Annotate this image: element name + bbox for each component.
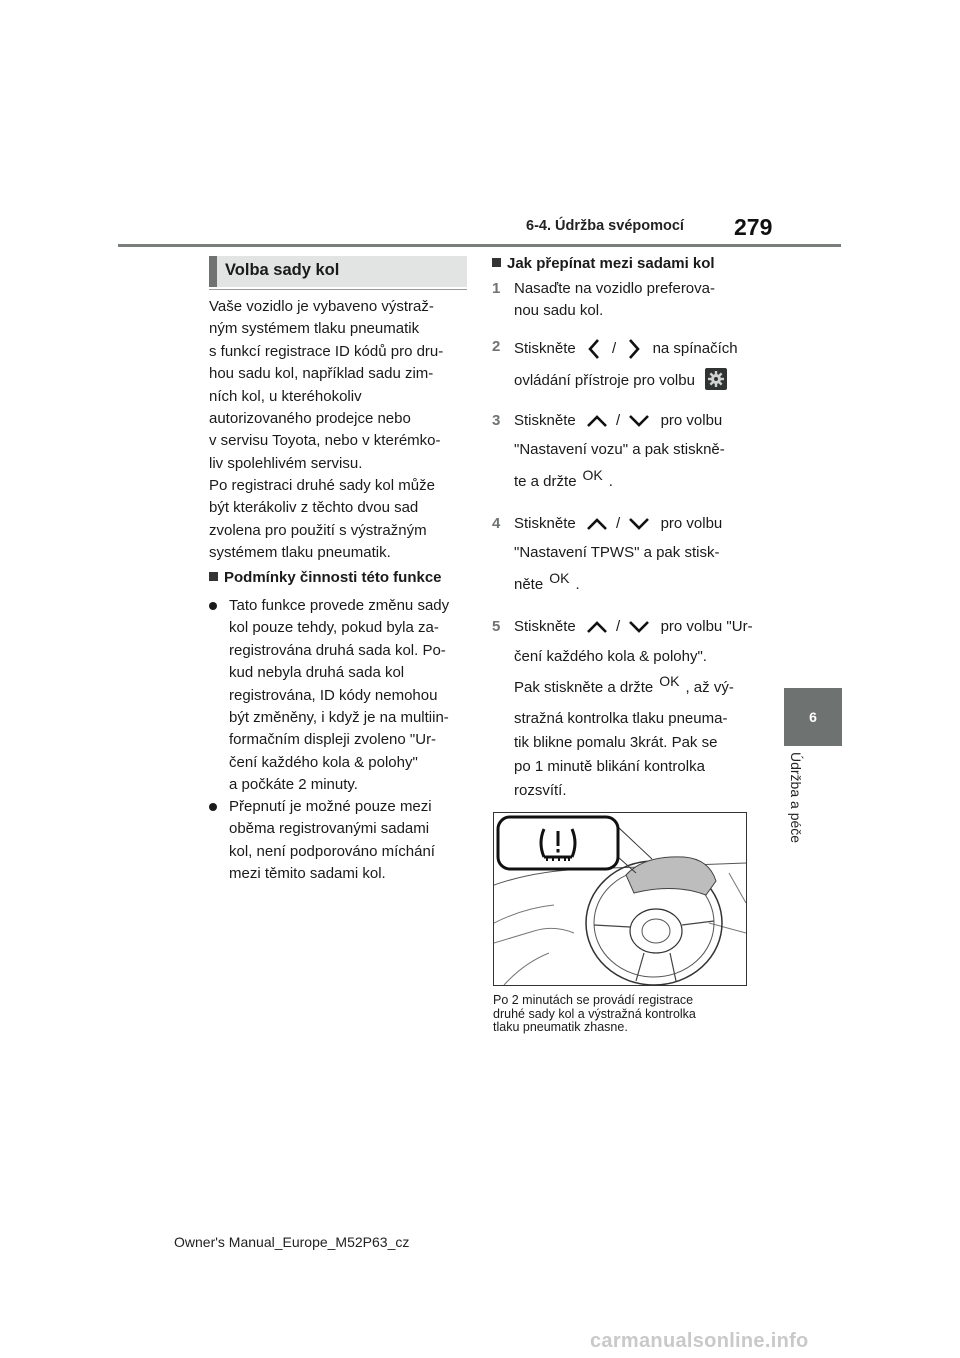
section-header: 6-4. Údržba svépomocí	[526, 218, 684, 234]
text-line: být kterákoliv z těchto dvou sad	[209, 499, 419, 517]
text-line: kol, není podporováno míchání	[229, 842, 435, 860]
bullet-icon	[209, 602, 217, 610]
text-line: ních kol, u kteréhokoliv	[209, 387, 362, 405]
text-line: kol pouze tehdy, pokud byla za-	[229, 619, 439, 637]
text-line	[514, 618, 753, 635]
text-line	[514, 515, 722, 532]
section-title: Volba sady kol	[225, 261, 340, 279]
conditions-heading	[209, 569, 442, 586]
text-fragment: /	[616, 515, 621, 532]
step-5	[492, 618, 762, 803]
text-fragment: /	[612, 339, 617, 357]
chevron-left-icon	[586, 338, 604, 360]
text-line: liv spolehlivém servisu.	[209, 454, 363, 472]
chevron-down-icon	[628, 619, 650, 635]
text-line: Po registraci druhé sady kol může	[209, 477, 435, 494]
section-title-box	[209, 256, 467, 287]
section-title-accent	[209, 256, 217, 287]
registration-paragraph	[209, 475, 435, 565]
text-line	[514, 570, 580, 593]
text-fragment: Stiskněte	[514, 412, 576, 429]
dashboard-illustration	[493, 812, 747, 986]
text-fragment: ovládání přístroje pro volbu	[514, 371, 695, 389]
text-fragment: te a držte	[514, 473, 577, 490]
square-bullet-icon	[492, 258, 501, 267]
text-line: nou sadu kol.	[514, 302, 604, 319]
text-line: mezi těmito sadami kol.	[229, 865, 386, 883]
watermark: carmanualsonline.info	[590, 1330, 809, 1352]
chapter-tab[interactable]	[784, 688, 842, 746]
step-number: 3	[492, 412, 501, 429]
ok-button-icon: OK	[582, 467, 603, 483]
text-line: být změněny, i když je na multiin-	[229, 709, 449, 727]
text-line: Tato funkce provede změnu sady	[229, 597, 450, 614]
text-line: registrována, ID kódy nemohou	[229, 686, 438, 704]
text-fragment: pro volbu	[660, 412, 723, 429]
steering-wheel-illustration	[494, 813, 746, 985]
chevron-down-icon	[628, 413, 650, 429]
text-line: čení každého kola & polohy"	[229, 753, 418, 771]
text-fragment: něte	[514, 576, 544, 593]
step-number: 2	[492, 338, 501, 355]
text-fragment: Stiskněte	[514, 515, 576, 532]
text-line: v servisu Toyota, nebo v kterémko-	[209, 432, 441, 450]
text-line: hou sadu kol, například sadu zim-	[209, 365, 434, 383]
text-line	[514, 412, 722, 429]
illustration-caption	[493, 994, 696, 1035]
text-line	[514, 338, 738, 360]
text-line: registrována druhá sada kol. Po-	[229, 641, 446, 659]
text-line: kud nebyla druhá sada kol	[229, 664, 405, 682]
ok-button-icon: OK	[549, 570, 570, 586]
text-line	[514, 370, 727, 392]
text-line: s funkcí registrace ID kódů pro dru-	[209, 342, 444, 360]
section-title-underline	[209, 289, 467, 290]
text-fragment: Stiskněte	[514, 339, 576, 357]
text-line: a počkáte 2 minuty.	[229, 776, 358, 794]
settings-gear-icon	[705, 368, 727, 390]
text-fragment: .	[608, 473, 613, 490]
text-line	[514, 673, 734, 696]
text-line: zvolena pro použití s výstražným	[209, 521, 427, 539]
text-fragment: , až vý-	[685, 679, 734, 696]
bullet-item	[209, 595, 469, 797]
text-fragment: Pak stiskněte a držte	[514, 679, 654, 696]
step-number: 5	[492, 618, 501, 635]
footer-manual-id: Owner's Manual_Europe_M52P63_cz	[174, 1234, 410, 1250]
text-line: "Nastavení vozu" a pak stiskně-	[514, 441, 725, 458]
chevron-right-icon	[624, 338, 642, 360]
text-line: čení každého kola & polohy".	[514, 648, 707, 665]
text-line: stražná kontrolka tlaku pneuma-	[514, 710, 728, 727]
text-fragment: .	[575, 576, 580, 593]
step-1	[492, 280, 762, 330]
text-line: tlaku pneumatik zhasne.	[493, 1020, 628, 1034]
chapter-title	[784, 752, 804, 862]
text-line: Nasaďte na vozidlo preferova-	[514, 280, 715, 297]
step-3	[492, 412, 762, 492]
text-fragment: na spínačích	[652, 339, 738, 357]
procedure-heading-text: Jak přepínat mezi sadami kol	[507, 255, 715, 272]
step-number: 1	[492, 280, 501, 297]
bullet-icon	[209, 803, 217, 811]
chapter-title-text: Údržba a péče	[788, 752, 804, 844]
text-line: Vaše vozidlo je vybaveno výstraž-	[209, 298, 434, 315]
step-4	[492, 515, 762, 595]
chevron-down-icon	[628, 516, 650, 532]
text-fragment: pro volbu "Ur-	[660, 618, 753, 635]
text-line: Po 2 minutách se provádí registrace	[493, 993, 694, 1007]
text-line: formačním displeji zvoleno "Ur-	[229, 731, 437, 749]
text-line	[514, 467, 613, 490]
text-line: po 1 minutě blikání kontrolka	[514, 758, 705, 775]
step-2	[492, 338, 762, 398]
chapter-number: 6	[809, 709, 817, 725]
chevron-up-icon	[586, 413, 608, 429]
step-number: 4	[492, 515, 501, 532]
text-line: "Nastavení TPWS" a pak stisk-	[514, 544, 720, 561]
conditions-heading-text: Podmínky činnosti této funkce	[224, 569, 442, 586]
intro-paragraph	[209, 296, 443, 475]
text-line: systémem tlaku pneumatik.	[209, 544, 391, 562]
chevron-up-icon	[586, 619, 608, 635]
text-line: ným systémem tlaku pneumatik	[209, 320, 420, 338]
text-fragment: pro volbu	[660, 515, 723, 532]
text-fragment: /	[616, 618, 621, 635]
text-line: tik blikne pomalu 3krát. Pak se	[514, 734, 718, 751]
text-line: Přepnutí je možné pouze mezi	[229, 798, 432, 815]
ok-button-icon: OK	[659, 673, 680, 689]
square-bullet-icon	[209, 572, 218, 581]
text-line: rozsvítí.	[514, 782, 567, 799]
text-line: oběma registrovanými sadami	[229, 820, 430, 838]
bullet-item	[209, 796, 469, 886]
chevron-up-icon	[586, 516, 608, 532]
text-line: druhé sady kol a výstražná kontrolka	[493, 1006, 696, 1021]
page-number: 279	[734, 214, 773, 240]
text-fragment: Stiskněte	[514, 618, 576, 635]
header-divider	[118, 244, 841, 247]
text-line: autorizovaného prodejce nebo	[209, 410, 411, 428]
procedure-heading	[492, 255, 715, 272]
text-fragment: /	[616, 412, 621, 429]
